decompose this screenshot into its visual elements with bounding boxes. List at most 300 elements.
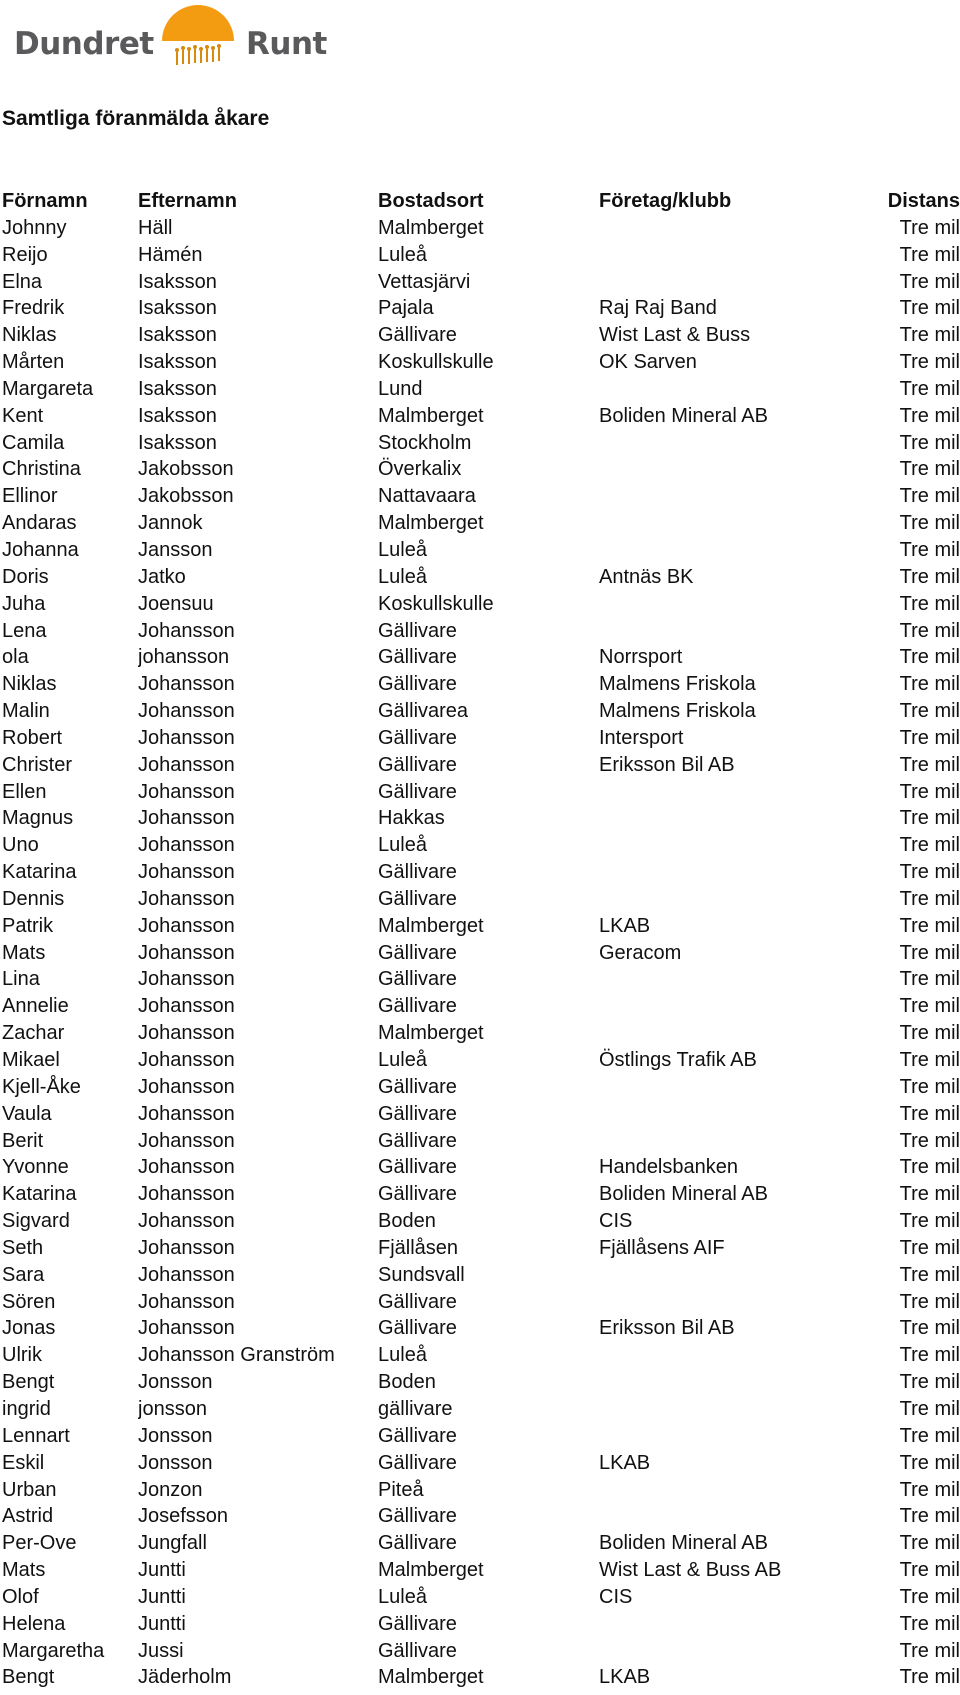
table-row [2, 886, 960, 913]
cell-foretag-klubb: Boliden Mineral AB [599, 1532, 768, 1555]
cell-efternamn: Hämén [138, 243, 203, 266]
cell-bostadsort: Vettasjärvi [378, 270, 471, 293]
table-row [2, 779, 960, 806]
table-row [2, 1664, 960, 1691]
cell-foretag-klubb [599, 1074, 883, 1101]
cell-efternamn: Johansson Granström [138, 1344, 335, 1367]
cell-foretag-klubb: Raj Raj Band [599, 297, 717, 320]
cell-bostadsort: Boden [378, 1371, 436, 1394]
cell-distans: Tre mil [899, 807, 960, 830]
cell-efternamn: johansson [138, 646, 230, 669]
cell-bostadsort: Koskullskulle [378, 351, 494, 374]
cell-fornamn: Niklas [2, 673, 57, 696]
cell-fornamn: Annelie [2, 995, 69, 1018]
table-row [2, 1074, 960, 1101]
cell-efternamn: Johansson [138, 1317, 235, 1340]
table-row [2, 805, 960, 832]
cell-efternamn: Johansson [138, 1156, 235, 1179]
table-row [2, 1128, 960, 1155]
cell-efternamn: Isaksson [138, 377, 217, 400]
cell-bostadsort: Gällivare [378, 780, 457, 803]
cell-bostadsort: Gällivare [378, 673, 457, 696]
cell-distans: Tre mil [899, 1424, 960, 1447]
cell-distans: Tre mil [899, 377, 960, 400]
cell-bostadsort: Gällivare [378, 1639, 457, 1662]
cell-fornamn: Andaras [2, 512, 77, 535]
cell-fornamn: ola [2, 646, 29, 669]
participants-table [2, 188, 960, 1691]
cell-foretag-klubb [599, 859, 883, 886]
table-row [2, 1181, 960, 1208]
table-row [2, 1289, 960, 1316]
cell-foretag-klubb [599, 510, 883, 537]
cell-fornamn: Johanna [2, 538, 79, 561]
cell-bostadsort: gällivare [378, 1397, 453, 1420]
cell-efternamn: Johansson [138, 914, 235, 937]
cell-distans: Tre mil [899, 1478, 960, 1501]
cell-distans: Tre mil [899, 1102, 960, 1125]
cell-foretag-klubb: OK Sarven [599, 351, 697, 374]
cell-fornamn: Lina [2, 968, 40, 991]
cell-efternamn: Johansson [138, 1183, 235, 1206]
cell-efternamn: Johansson [138, 700, 235, 723]
cell-efternamn: Isaksson [138, 270, 217, 293]
table-row [2, 564, 960, 591]
cell-fornamn: Sören [2, 1290, 56, 1313]
cell-distans: Tre mil [899, 216, 960, 239]
cell-fornamn: Jonas [2, 1317, 56, 1340]
table-row [2, 1530, 960, 1557]
table-row [2, 698, 960, 725]
cell-distans: Tre mil [899, 887, 960, 910]
cell-distans: Tre mil [899, 1317, 960, 1340]
table-row [2, 456, 960, 483]
cell-bostadsort: Pajala [378, 297, 434, 320]
cell-bostadsort: Boden [378, 1210, 436, 1233]
cell-efternamn: Jäderholm [138, 1666, 232, 1689]
cell-foretag-klubb: Eriksson Bil AB [599, 753, 735, 776]
cell-bostadsort: Gällivare [378, 646, 457, 669]
table-row [2, 1315, 960, 1342]
cell-foretag-klubb [599, 1638, 883, 1665]
cell-bostadsort: Gällivare [378, 753, 457, 776]
cell-fornamn: Camila [2, 431, 65, 454]
cell-fornamn: Bengt [2, 1371, 55, 1394]
cell-foretag-klubb [599, 1289, 883, 1316]
table-row [2, 644, 960, 671]
cell-efternamn: Jonsson [138, 1424, 213, 1447]
cell-efternamn: Johansson [138, 1129, 235, 1152]
cell-efternamn: Johansson [138, 753, 235, 776]
cell-fornamn: Christina [2, 458, 81, 481]
table-row [2, 1450, 960, 1477]
table-row [2, 1584, 960, 1611]
cell-fornamn: Kent [2, 404, 44, 427]
cell-distans: Tre mil [899, 324, 960, 347]
cell-efternamn: Juntti [138, 1612, 186, 1635]
cell-bostadsort: Lund [378, 377, 423, 400]
cell-foretag-klubb: Östlings Trafik AB [599, 1049, 757, 1071]
sun-icon [162, 5, 234, 41]
cell-foretag-klubb [599, 966, 883, 993]
cell-foretag-klubb: Wist Last & Buss [599, 324, 751, 347]
cell-fornamn: Katarina [2, 861, 77, 884]
cell-fornamn: Katarina [2, 1183, 77, 1206]
cell-bostadsort: Gällivare [378, 1102, 457, 1125]
cell-fornamn: Uno [2, 834, 39, 857]
cell-distans: Tre mil [899, 1344, 960, 1367]
cell-fornamn: Mats [2, 941, 46, 964]
table-row [2, 1020, 960, 1047]
cell-efternamn: jonsson [138, 1397, 207, 1420]
cell-distans: Tre mil [899, 538, 960, 561]
cell-efternamn: Johansson [138, 995, 235, 1018]
hill-shape [162, 41, 234, 56]
page-title: Samtliga föranmälda åkare [2, 107, 270, 130]
cell-bostadsort: Malmberget [378, 404, 484, 427]
cell-foretag-klubb: LKAB [599, 1666, 651, 1689]
cell-distans: Tre mil [899, 243, 960, 266]
cell-efternamn: Johansson [138, 941, 235, 964]
cell-fornamn: Sigvard [2, 1210, 70, 1233]
cell-bostadsort: Gällivare [378, 1424, 457, 1447]
cell-bostadsort: Gällivare [378, 1183, 457, 1206]
cell-distans: Tre mil [899, 1397, 960, 1420]
cell-bostadsort: Luleå [378, 834, 427, 857]
cell-bostadsort: Piteå [378, 1478, 424, 1501]
cell-bostadsort: Gällivare [378, 887, 457, 910]
cell-fornamn: Margaretha [2, 1639, 105, 1662]
table-row [2, 1423, 960, 1450]
cell-distans: Tre mil [899, 297, 960, 320]
cell-fornamn: Mats [2, 1559, 46, 1582]
cell-distans: Tre mil [899, 1210, 960, 1233]
cell-bostadsort: Fjällåsen [378, 1236, 459, 1259]
cell-bostadsort: Malmberget [378, 512, 484, 535]
cell-efternamn: Jonsson [138, 1371, 213, 1394]
cell-bostadsort: Gällivare [378, 619, 457, 642]
cell-foretag-klubb: Norrsport [599, 646, 683, 669]
cell-efternamn: Isaksson [138, 297, 217, 320]
cell-foretag-klubb [599, 1101, 883, 1128]
cell-fornamn: Reijo [2, 243, 48, 266]
cell-fornamn: Margareta [2, 377, 94, 400]
cell-distans: Tre mil [899, 431, 960, 454]
cell-distans: Tre mil [899, 1290, 960, 1313]
cell-foretag-klubb [599, 1611, 883, 1638]
cell-efternamn: Johansson [138, 807, 235, 830]
table-row [2, 725, 960, 752]
cell-distans: Tre mil [899, 1666, 960, 1689]
cell-bostadsort: Gällivare [378, 968, 457, 991]
cell-foretag-klubb [599, 1128, 883, 1155]
cell-bostadsort: Stockholm [378, 431, 472, 454]
cell-foretag-klubb [599, 1262, 883, 1289]
cell-distans: Tre mil [899, 565, 960, 588]
cell-foretag-klubb [599, 242, 883, 269]
cell-distans: Tre mil [899, 1371, 960, 1394]
cell-distans: Tre mil [899, 700, 960, 723]
cell-fornamn: Urban [2, 1478, 57, 1501]
cell-efternamn: Jonsson [138, 1451, 213, 1474]
cell-fornamn: Juha [2, 592, 46, 615]
table-body [2, 215, 960, 1691]
cell-fornamn: Ulrik [2, 1344, 42, 1367]
cell-efternamn: Häll [138, 216, 173, 239]
cell-foretag-klubb: LKAB [599, 914, 651, 937]
cell-fornamn: Magnus [2, 807, 74, 830]
cell-distans: Tre mil [899, 1156, 960, 1179]
cell-fornamn: Lennart [2, 1424, 70, 1447]
cell-foretag-klubb [599, 886, 883, 913]
cell-foretag-klubb [599, 591, 883, 618]
table-row [2, 859, 960, 886]
cell-fornamn: Johnny [2, 216, 67, 239]
cell-distans: Tre mil [899, 726, 960, 749]
cell-bostadsort: Luleå [378, 243, 427, 266]
table-row [2, 1557, 960, 1584]
cell-distans: Tre mil [899, 646, 960, 669]
cell-bostadsort: Gällivare [378, 861, 457, 884]
table-row [2, 1262, 960, 1289]
cell-efternamn: Johansson [138, 968, 235, 991]
cell-efternamn: Isaksson [138, 431, 217, 454]
cell-efternamn: Johansson [138, 1263, 235, 1286]
table-row [2, 510, 960, 537]
cell-efternamn: Jussi [138, 1639, 184, 1662]
logo-text-left: Dundret [14, 26, 154, 62]
cell-foretag-klubb [599, 456, 883, 483]
cell-efternamn: Johansson [138, 1075, 235, 1098]
cell-distans: Tre mil [899, 834, 960, 857]
cell-distans: Tre mil [899, 1451, 960, 1474]
table-header [2, 188, 960, 215]
cell-foretag-klubb [599, 832, 883, 859]
cell-fornamn: Astrid [2, 1505, 54, 1528]
cell-foretag-klubb: CIS [599, 1585, 633, 1608]
cell-fornamn: Malin [2, 700, 50, 723]
cell-fornamn: Elna [2, 270, 43, 293]
table-row [2, 671, 960, 698]
cell-foretag-klubb: Antnäs BK [599, 565, 694, 588]
cell-bostadsort: Gällivare [378, 1451, 457, 1474]
cell-bostadsort: Hakkas [378, 807, 445, 830]
table-row [2, 242, 960, 269]
cell-bostadsort: Malmberget [378, 1022, 484, 1045]
cell-foretag-klubb: CIS [599, 1210, 633, 1233]
cell-efternamn: Jakobsson [138, 485, 234, 508]
cell-efternamn: Jungfall [138, 1532, 207, 1555]
cell-foretag-klubb: Geracom [599, 941, 682, 964]
cell-fornamn: Berit [2, 1129, 44, 1152]
cell-bostadsort: Gällivare [378, 941, 457, 964]
table-row [2, 1101, 960, 1128]
cell-efternamn: Jansson [138, 538, 213, 561]
cell-bostadsort: Gällivare [378, 1505, 457, 1528]
table-row [2, 1477, 960, 1504]
cell-foretag-klubb [599, 430, 883, 457]
cell-distans: Tre mil [899, 592, 960, 615]
cell-efternamn: Isaksson [138, 404, 217, 427]
logo-text-right: Runt [246, 26, 327, 62]
cell-distans: Tre mil [899, 914, 960, 937]
cell-foretag-klubb: Eriksson Bil AB [599, 1317, 735, 1340]
cell-efternamn: Juntti [138, 1559, 186, 1582]
cell-fornamn: Seth [2, 1236, 44, 1259]
cell-efternamn: Juntti [138, 1585, 186, 1608]
table-row [2, 1342, 960, 1369]
cell-foretag-klubb [599, 1503, 883, 1530]
cell-foretag-klubb: Boliden Mineral AB [599, 1183, 768, 1206]
table-row [2, 322, 960, 349]
cell-efternamn: Johansson [138, 834, 235, 857]
cell-bostadsort: Gällivare [378, 995, 457, 1018]
cell-foretag-klubb [599, 269, 883, 296]
cell-fornamn: Sara [2, 1263, 45, 1286]
cell-distans: Tre mil [899, 485, 960, 508]
cell-foretag-klubb: Handelsbanken [599, 1156, 738, 1179]
table-row [2, 1638, 960, 1665]
cell-bostadsort: Gällivare [378, 1075, 457, 1098]
cell-foretag-klubb: Intersport [599, 726, 684, 749]
cell-bostadsort: Malmberget [378, 216, 484, 239]
header-row [2, 188, 960, 215]
cell-fornamn: Kjell-Åke [2, 1075, 81, 1098]
cell-foretag-klubb: Malmens Friskola [599, 673, 756, 696]
cell-foretag-klubb [599, 805, 883, 832]
cell-bostadsort: Överkalix [378, 458, 462, 481]
cell-efternamn: Jatko [138, 565, 186, 588]
table-row [2, 966, 960, 993]
cell-distans: Tre mil [899, 1049, 960, 1071]
cell-distans: Tre mil [899, 1263, 960, 1286]
cell-efternamn: Johansson [138, 887, 235, 910]
cell-bostadsort: Malmberget [378, 914, 484, 937]
cell-foretag-klubb [599, 1423, 883, 1450]
col-header-efternamn: Efternamn [138, 190, 237, 212]
cell-efternamn: Johansson [138, 1290, 235, 1313]
cell-distans: Tre mil [899, 1639, 960, 1662]
table-row [2, 832, 960, 859]
cell-fornamn: Lena [2, 619, 47, 642]
cell-efternamn: Johansson [138, 1022, 235, 1045]
table-row [2, 591, 960, 618]
table-row [2, 1503, 960, 1530]
table-row [2, 993, 960, 1020]
dundret-runt-logo [14, 4, 334, 76]
cell-distans: Tre mil [899, 968, 960, 991]
cell-fornamn: Vaula [2, 1102, 52, 1125]
cell-fornamn: Patrik [2, 914, 54, 937]
table-row [2, 752, 960, 779]
cell-distans: Tre mil [899, 861, 960, 884]
table-row [2, 430, 960, 457]
cell-fornamn: Eskil [2, 1451, 45, 1474]
cell-efternamn: Jannok [138, 512, 203, 535]
cell-bostadsort: Malmberget [378, 1666, 484, 1689]
cell-fornamn: Christer [2, 753, 73, 776]
cell-efternamn: Johansson [138, 1210, 235, 1233]
cell-fornamn: Dennis [2, 887, 65, 910]
table-row [2, 269, 960, 296]
cell-bostadsort: Luleå [378, 1049, 427, 1071]
cell-efternamn: Johansson [138, 1236, 235, 1259]
cell-distans: Tre mil [899, 1075, 960, 1098]
cell-distans: Tre mil [899, 780, 960, 803]
cell-fornamn: Bengt [2, 1666, 55, 1689]
col-header-foretag-klubb: Företag/klubb [599, 190, 732, 212]
cell-bostadsort: Gällivare [378, 1290, 457, 1313]
cell-fornamn: Robert [2, 726, 63, 749]
table-row [2, 1235, 960, 1262]
cell-distans: Tre mil [899, 941, 960, 964]
cell-fornamn: ingrid [2, 1397, 51, 1420]
cell-distans: Tre mil [899, 753, 960, 776]
cell-distans: Tre mil [899, 673, 960, 696]
cell-fornamn: Mikael [2, 1049, 60, 1071]
cell-fornamn: Ellen [2, 780, 47, 803]
cell-foretag-klubb [599, 1369, 883, 1396]
cell-efternamn: Isaksson [138, 351, 217, 374]
cell-fornamn: Olof [2, 1585, 39, 1608]
cell-bostadsort: Gällivare [378, 726, 457, 749]
cell-distans: Tre mil [899, 1022, 960, 1045]
cell-distans: Tre mil [899, 1236, 960, 1259]
cell-efternamn: Johansson [138, 619, 235, 642]
cell-distans: Tre mil [899, 1129, 960, 1152]
cell-efternamn: Johansson [138, 673, 235, 696]
table-row [2, 1047, 960, 1074]
cell-fornamn: Ellinor [2, 485, 58, 508]
cell-bostadsort: Gällivare [378, 1612, 457, 1635]
table-row [2, 403, 960, 430]
table-row [2, 349, 960, 376]
cell-foretag-klubb [599, 779, 883, 806]
cell-foretag-klubb [599, 1342, 883, 1369]
cell-foretag-klubb [599, 537, 883, 564]
cell-bostadsort: Luleå [378, 1344, 427, 1367]
cell-fornamn: Niklas [2, 324, 57, 347]
table-row [2, 483, 960, 510]
cell-distans: Tre mil [899, 270, 960, 293]
cell-fornamn: Zachar [2, 1022, 65, 1045]
table-row [2, 1369, 960, 1396]
cell-foretag-klubb [599, 215, 883, 242]
cell-foretag-klubb: Malmens Friskola [599, 700, 756, 723]
cell-bostadsort: Nattavaara [378, 485, 476, 508]
table-row [2, 940, 960, 967]
cell-distans: Tre mil [899, 458, 960, 481]
table-row [2, 537, 960, 564]
col-header-bostadsort: Bostadsort [378, 190, 484, 212]
cell-fornamn: Doris [2, 565, 49, 588]
cell-efternamn: Johansson [138, 1102, 235, 1125]
cell-foretag-klubb [599, 618, 883, 645]
cell-fornamn: Fredrik [2, 297, 65, 320]
cell-distans: Tre mil [899, 619, 960, 642]
cell-efternamn: Joensuu [138, 592, 214, 615]
table-row [2, 376, 960, 403]
table-row [2, 618, 960, 645]
cell-efternamn: Johansson [138, 1049, 235, 1071]
cell-bostadsort: Sundsvall [378, 1263, 465, 1286]
cell-distans: Tre mil [899, 1183, 960, 1206]
table-row [2, 1208, 960, 1235]
cell-foretag-klubb: Wist Last & Buss AB [599, 1559, 782, 1582]
cell-bostadsort: Gällivare [378, 1317, 457, 1340]
cell-fornamn: Per-Ove [2, 1532, 77, 1555]
cell-foretag-klubb [599, 1020, 883, 1047]
